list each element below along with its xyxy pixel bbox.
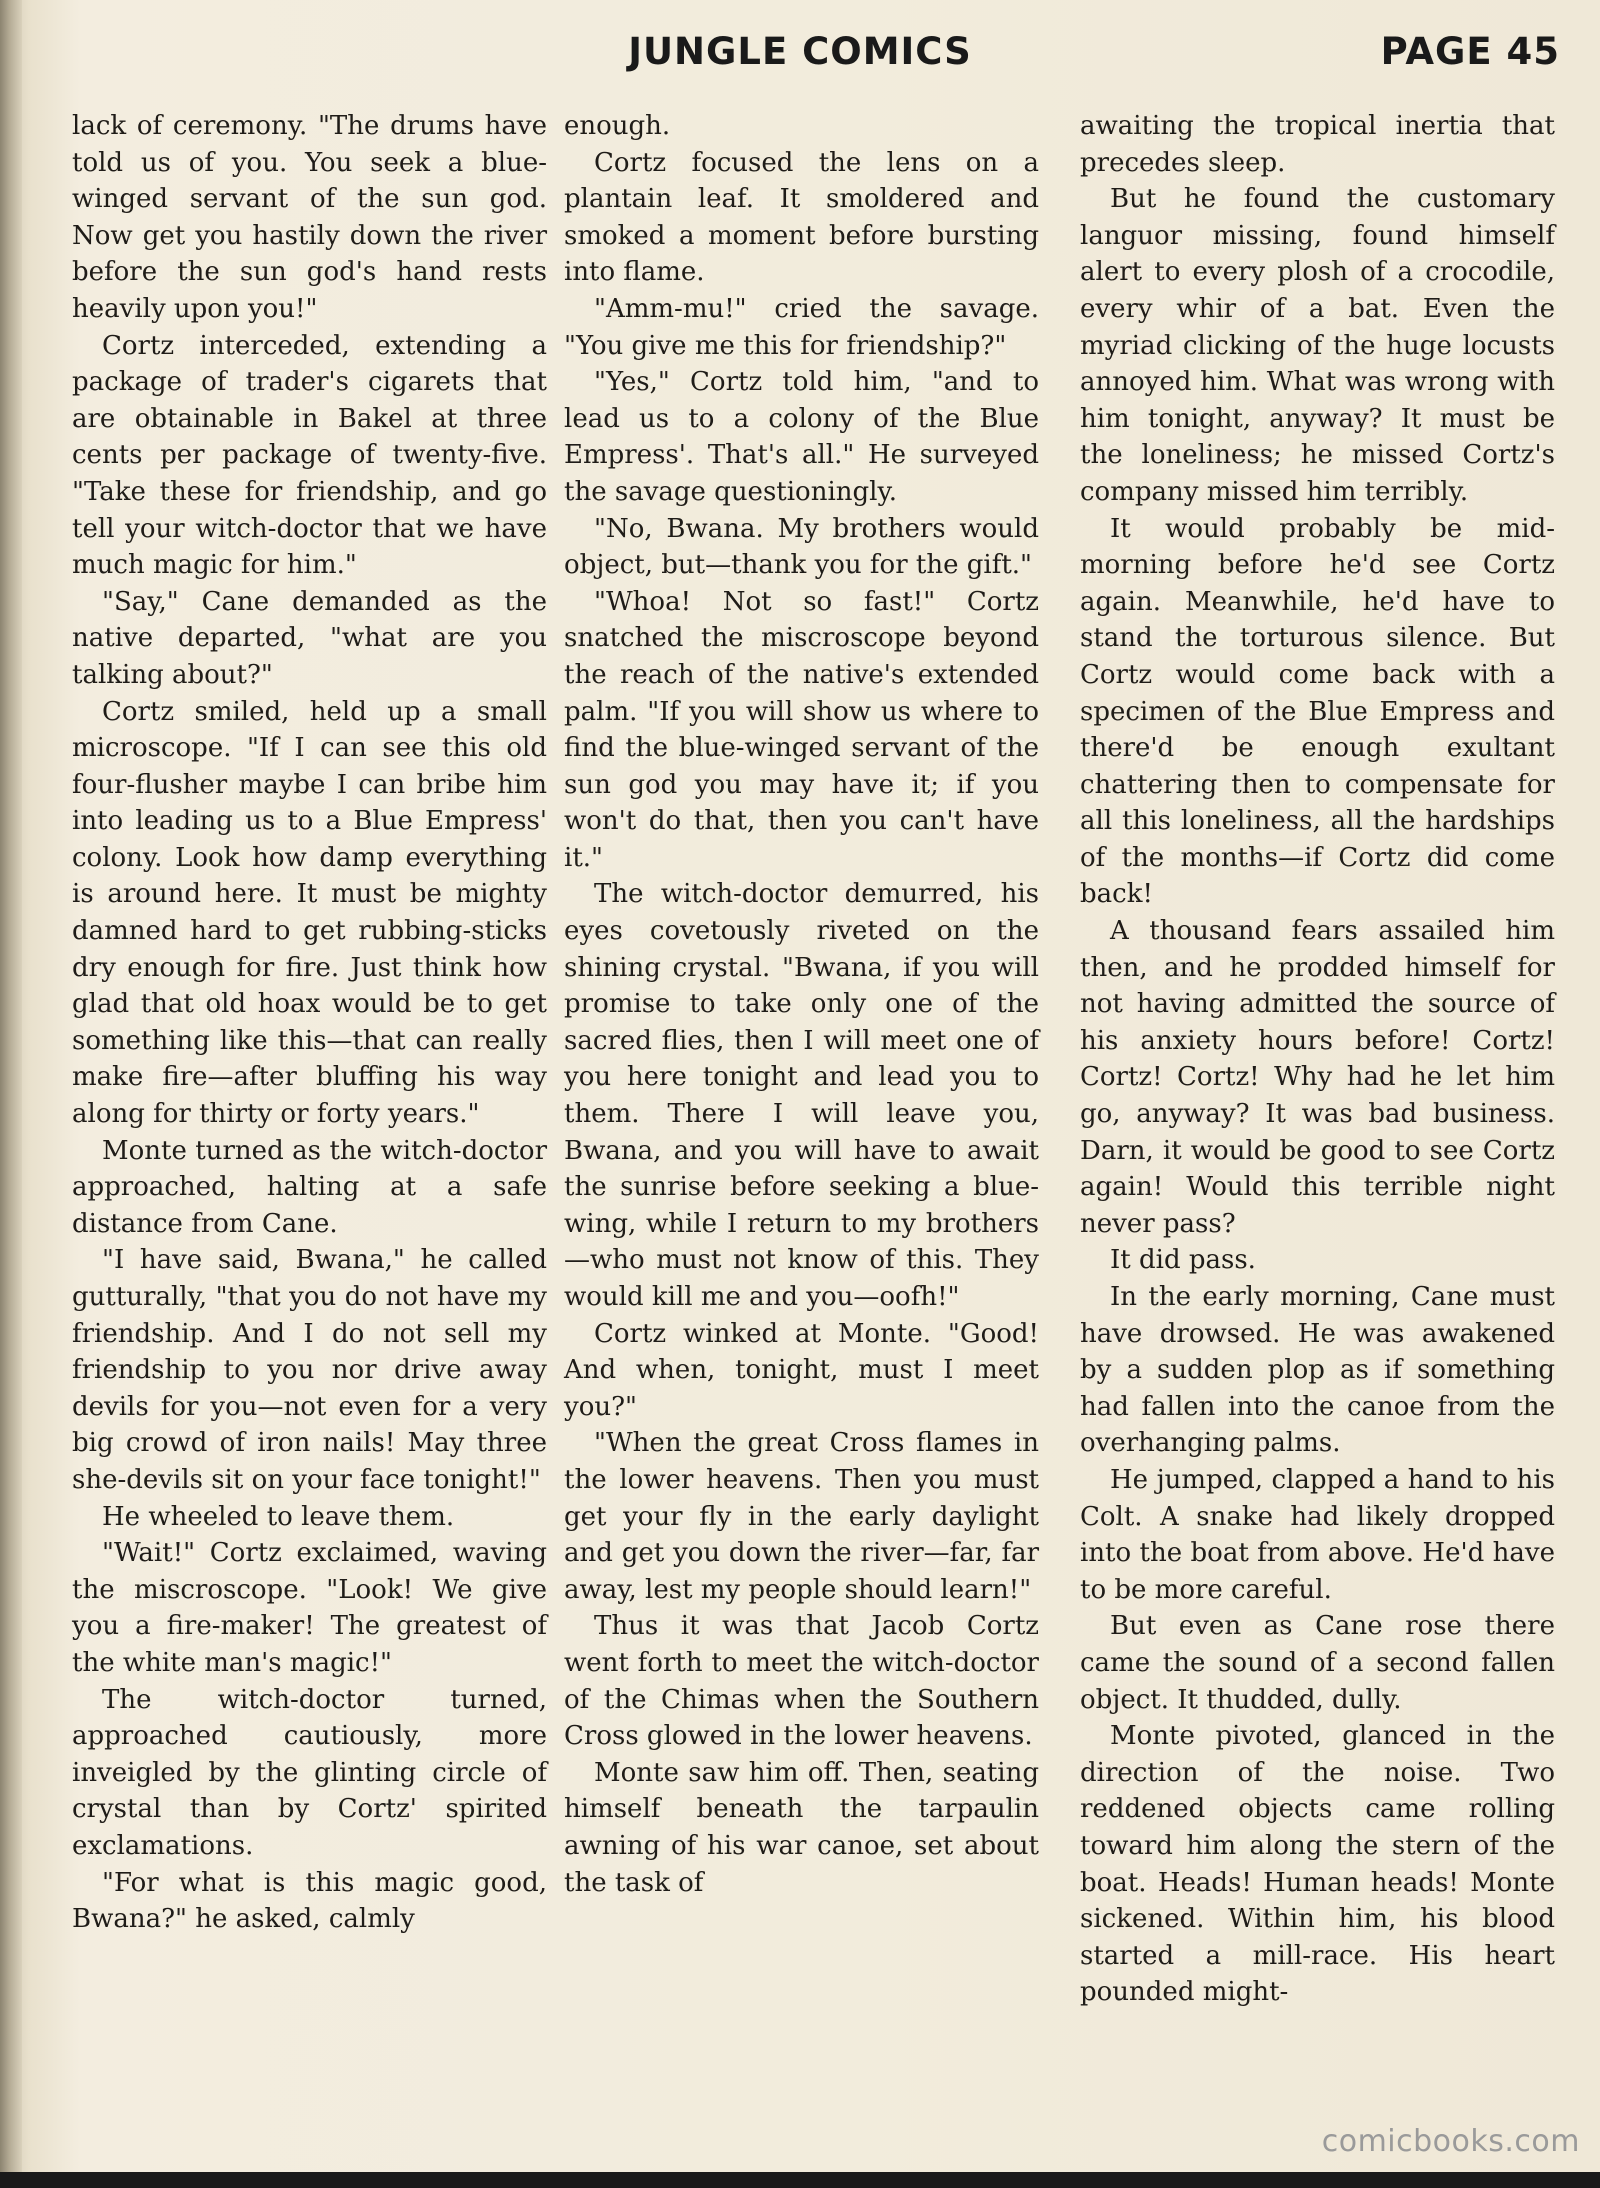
paragraph: "When the great Cross flames in the lower heavens. Then you must get your fly in the early daylight and get you down the river—far, far away, lest my people should learn!" [564, 1428, 1039, 1605]
paragraph: He jumped, clapped a hand to his Colt. A snake had likely dropped into the boat from above. He'd have to be more careful. [1080, 1464, 1555, 1605]
paragraph: Cortz smiled, held up a small microscope. "If I can see this old four-flusher maybe I can bribe him into leading us to a Blue Empress' colony. Look how damp everything is around here. It must be mighty damned hard to get rubbing-sticks dry enough for fire. Just think how glad that old hoax would be to get something like this—that can really make fire—after bluffing his way along for thirty or forty years." [72, 696, 547, 1130]
text-column-2 [564, 108, 1039, 1901]
paragraph: It would probably be mid-morning before he'd see Cortz again. Meanwhile, he'd have to stand the torturous silence. But Cortz would come back with a specimen of the Blue Empress and there'd be enough exultant chattering then to compensate for all this loneliness, all the hardships of the months—if Cortz did come back! [1080, 513, 1555, 910]
paragraph: Monte saw him off. Then, seating himself beneath the tarpaulin awning of his war canoe, set about the task of [564, 1757, 1039, 1898]
paragraph: awaiting the tropical inertia that precedes sleep. [1080, 111, 1555, 178]
page-number: PAGE 45 [1380, 30, 1560, 73]
paragraph: But even as Cane rose there came the sound of a second fallen object. It thudded, dully. [1080, 1611, 1555, 1715]
page-header-title: JUNGLE COMICS [628, 30, 972, 73]
paragraph: Cortz interceded, extending a package of trader's cigarets that are obtainable in Bakel at three cents per package of twenty-five. "Take these for friendship, and go tell your witch-doctor that we have much magic for him." [72, 330, 547, 581]
paragraph: Cortz focused the lens on a plantain leaf. It smoldered and smoked a moment before bursting into flame. [564, 147, 1039, 288]
text-column-1 [72, 108, 547, 1938]
paragraph: Monte pivoted, glanced in the direction of the noise. Two reddened objects came rolling toward him along the stern of the boat. Heads! Human heads! Monte sickened. Within him, his blood started a mill-race. His heart pounded might- [1080, 1721, 1555, 2008]
paragraph: "Wait!" Cortz exclaimed, waving the miscroscope. "Look! We give you a fire-maker! The greatest of the white man's magic!" [72, 1538, 547, 1678]
paragraph: But he found the customary languor missing, found himself alert to every plosh of a crocodile, every whir of a bat. Even the myriad clicking of the huge locusts annoyed him. What was wrong with him tonight, anyway? It must be the loneliness; he missed Cortz's company missed him terribly. [1080, 184, 1555, 507]
site-watermark: comicbooks.com [1321, 2124, 1580, 2159]
page-bottom-edge [0, 2172, 1600, 2188]
paragraph: The witch-doctor demurred, his eyes covetously riveted on the shining crystal. "Bwana, if you will promise to take only one of the sacred flies, then I will meet one of you here tonight and lead you to them. There I will leave you, Bwana, and you will have to await the sunrise before seeking a blue-wing, while I return to my brothers—who must not know of this. They would kill me and you—oofh!" [564, 879, 1039, 1312]
paragraph: It did pass. [1110, 1245, 1256, 1276]
paragraph: "Say," Cane demanded as the native departed, "what are you talking about?" [72, 586, 547, 690]
paragraph: Cortz winked at Monte. "Good! And when, tonight, must I meet you?" [564, 1318, 1039, 1422]
paragraph: A thousand fears assailed him then, and he prodded himself for not having admitted the source of his anxiety hours before! Cortz! Cortz! Cortz! Why had he let him go, anyway? It was bad business. Darn, it would be good to see Cortz again! Would this terrible night never pass? [1080, 916, 1555, 1239]
paragraph: "No, Bwana. My brothers would object, but—thank you for the gift." [564, 513, 1039, 581]
paragraph: "Amm-mu!" cried the savage. "You give me this for friendship?" [564, 293, 1039, 361]
paragraph: Monte turned as the witch-doctor approached, halting at a safe distance from Cane. [72, 1135, 547, 1239]
page-binding-edge [0, 0, 22, 2188]
paragraph: The witch-doctor turned, approached cautiously, more inveigled by the glinting circle of crystal than by Cortz' spirited exclamations. [72, 1684, 547, 1861]
text-column-3 [1080, 108, 1555, 2011]
paragraph: He wheeled to leave them. [102, 1501, 455, 1532]
paragraph: "I have said, Bwana," he called gutturally, "that you do not have my friendship. And I do not sell my friendship to you nor drive away devils for you—not even for a very big crowd of iron nails! May three she-devils sit on your face tonight!" [72, 1245, 547, 1495]
paragraph: enough. [564, 111, 671, 141]
paragraph: "For what is this magic good, Bwana?" he asked, calmly [72, 1867, 547, 1935]
paragraph: Thus it was that Jacob Cortz went forth to meet the witch-doctor of the Chimas when the Southern Cross glowed in the lower heavens. [564, 1611, 1039, 1752]
paragraph: In the early morning, Cane must have drowsed. He was awakened by a sudden plop as if something had fallen into the canoe from the overhanging palms. [1080, 1282, 1555, 1459]
paragraph: "Whoa! Not so fast!" Cortz snatched the miscroscope beyond the reach of the native's extended palm. "If you will show us where to find the blue-winged servant of the sun god you may have it; if you won't do that, then you can't have it." [564, 586, 1039, 873]
paragraph: lack of ceremony. "The drums have told us of you. You seek a blue-winged servant of the sun god. Now get you hastily down the river before the sun god's hand rests heavily upon you!" [72, 111, 547, 324]
paragraph: "Yes," Cortz told him, "and to lead us to a colony of the Blue Empress'. That's all." He surveyed the savage questioningly. [564, 367, 1039, 507]
